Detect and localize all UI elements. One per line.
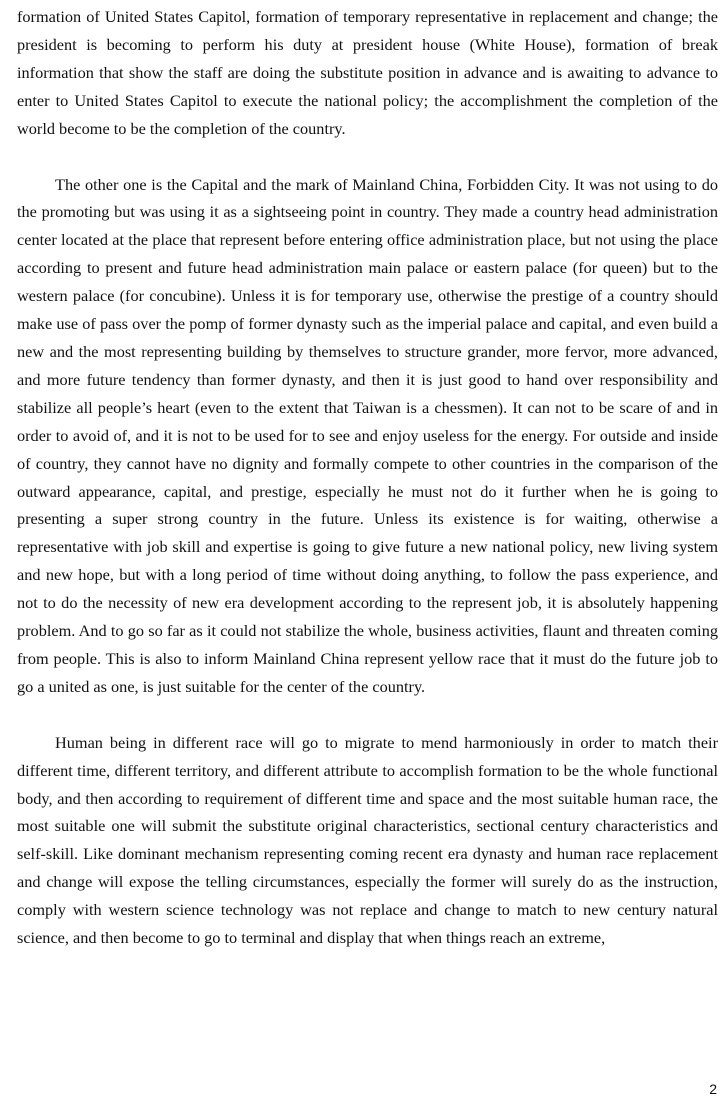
page-number: 2 (709, 1081, 717, 1097)
document-page (17, 3, 718, 952)
paragraph-gap (17, 143, 718, 171)
paragraph-forbidden-city: The other one is the Capital and the mark of Mainland China, Forbidden City. It was not using to do the promoting but was using it as a sightseeing point in country. They made a country head administration center located at the place that represent before entering office administration place, but not using the place according to present and future head administration main palace or eastern palace (for queen) but to the western palace (for concubine). Unless it is for temporary use, otherwise the prestige of a country should make use of pass over the pomp of former dynasty such as the imperial palace and capital, and even build a new and the most representing building by themselves to structure grander, more fervor, more advanced, and more future tendency than former dynasty, and then it is just good to hand over responsibility and stabilize all people’s heart (even to the extent that Taiwan is a chessmen). It can not to be scare of and in order to avoid of, and it is not to be used for to see and enjoy useless for the energy. For outside and inside of country, they cannot have no dignity and formally compete to other countries in the comparison of the outward appearance, capital, and prestige, especially he must not do it further when he is going to presenting a super strong country in the future. Unless its existence is for waiting, otherwise a representative with job skill and expertise is going to give future a new national policy, new living system and new hope, but with a long period of time without doing anything, to follow the pass experience, and not to do the necessity of new era development according to the represent job, it is absolutely happening problem. And to go so far as it could not stabilize the whole, business activities, flaunt and threaten coming from people. This is also to inform Mainland China represent yellow race that it must do the future job to go a united as one, is just suitable for the center of the country. (17, 174, 718, 696)
paragraph-human-race: Human being in different race will go to migrate to mend harmoniously in order to match their different time, different territory, and different attribute to accomplish formation to be the whole functional body, and then according to requirement of different time and space and the most suitable human race, the most suitable one will submit the substitute original characteristics, sectional century characteristics and self-skill. Like dominant mechanism representing coming recent era dynasty and human race replacement and change will expose the telling circumstances, especially the former will surely do as the instruction, comply with western science technology was not replace and change to match to new century natural science, and then become to go to terminal and display that when things reach an extreme, (17, 732, 718, 948)
paragraph-continuation: formation of United States Capitol, formation of temporary representative in replacement and change; the president is becoming to perform his duty at president house (White House), formation of break information that show the staff are doing the substitute position in advance and is awaiting to advance to enter to United States Capitol to execute the national policy; the accomplishment the completion of the world become to be the completion of the country. (17, 7, 718, 138)
paragraph-gap (17, 701, 718, 729)
